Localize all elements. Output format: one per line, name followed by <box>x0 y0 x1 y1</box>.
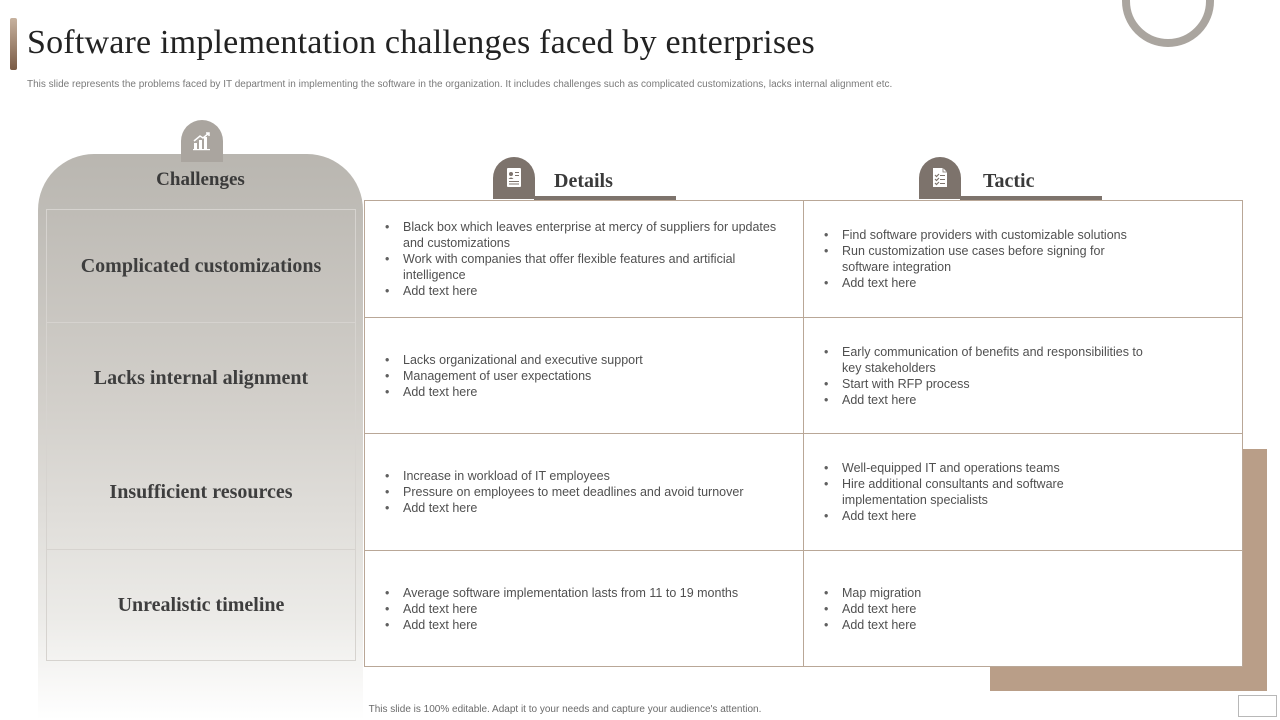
challenge-label: Complicated customizations <box>80 254 322 277</box>
tactic-cell <box>822 551 1122 666</box>
list-item: • Add text here <box>383 601 738 617</box>
tactic-header: Tactic <box>983 170 1035 192</box>
details-cell <box>383 551 793 666</box>
list-item: • Average software implementation lasts from 11 to 19 months <box>383 585 738 601</box>
list-item: • Start with RFP process <box>822 376 1162 392</box>
list-item: • Add text here <box>822 392 1162 408</box>
list-item: • Run customization use cases before signing for software integration <box>822 243 1152 275</box>
tactic-icon-tab <box>919 157 961 199</box>
list-item: • Lacks organizational and executive support <box>383 352 643 368</box>
resume-document-icon <box>504 167 524 189</box>
tactic-cell <box>822 434 1112 550</box>
details-cell <box>383 318 783 433</box>
tactic-list <box>822 460 1112 524</box>
challenge-label: Lacks internal alignment <box>93 367 309 389</box>
tactic-list <box>822 344 1162 408</box>
list-item: • Add text here <box>822 617 921 633</box>
page-subtitle: This slide represents the problems faced by IT department in implementing the software in the organization. It includes challenges such as complicated customizations, lacks internal alignment etc. <box>27 79 893 90</box>
checklist-document-icon <box>930 167 950 189</box>
details-list <box>383 468 743 516</box>
title-accent-bar <box>10 18 17 70</box>
details-list <box>383 219 783 299</box>
footer-note: This slide is 100% editable. Adapt it to your needs and capture your audience's attention. <box>368 704 762 715</box>
list-item: • Add text here <box>383 384 643 400</box>
tactic-cell <box>822 201 1152 317</box>
growth-chart-icon <box>191 130 213 152</box>
details-tactic-table <box>364 200 1243 667</box>
details-header: Details <box>554 170 613 192</box>
tactic-cell <box>822 318 1162 433</box>
challenge-row <box>46 549 356 661</box>
list-item: • Black box which leaves enterprise at mercy of suppliers for updates and customizations <box>383 219 783 251</box>
list-item: • Add text here <box>383 500 743 516</box>
details-list <box>383 585 738 633</box>
challenge-row <box>46 209 356 323</box>
tactic-list <box>822 227 1152 291</box>
challenge-row <box>46 322 356 435</box>
details-cell <box>383 201 783 317</box>
list-item: • Well-equipped IT and operations teams <box>822 460 1112 476</box>
list-item: • Pressure on employees to meet deadlines and avoid turnover <box>383 484 743 500</box>
list-item: • Increase in workload of IT employees <box>383 468 743 484</box>
details-icon-tab <box>493 157 535 199</box>
list-item: • Map migration <box>822 585 921 601</box>
corner-box <box>1238 695 1277 717</box>
challenges-header: Challenges <box>156 169 245 190</box>
challenge-label: Insufficient resources <box>109 480 293 503</box>
decorative-ring <box>1122 0 1214 47</box>
list-item: • Management of user expectations <box>383 368 643 384</box>
page-title: Software implementation challenges faced by enterprises <box>27 24 815 61</box>
list-item: • Add text here <box>383 617 738 633</box>
challenge-row <box>46 434 356 550</box>
list-item: • Add text here <box>822 601 921 617</box>
challenge-label: Unrealistic timeline <box>117 593 285 616</box>
details-cell <box>383 434 783 550</box>
details-list <box>383 352 643 400</box>
list-item: • Add text here <box>383 283 783 299</box>
tactic-list <box>822 585 921 633</box>
list-item: • Work with companies that offer flexible features and artificial intelligence <box>383 251 783 283</box>
list-item: • Add text here <box>822 508 1112 524</box>
list-item: • Find software providers with customizable solutions <box>822 227 1152 243</box>
list-item: • Early communication of benefits and responsibilities to key stakeholders <box>822 344 1162 376</box>
list-item: • Add text here <box>822 275 1152 291</box>
challenges-icon-tab <box>181 120 223 162</box>
list-item: • Hire additional consultants and software implementation specialists <box>822 476 1112 508</box>
